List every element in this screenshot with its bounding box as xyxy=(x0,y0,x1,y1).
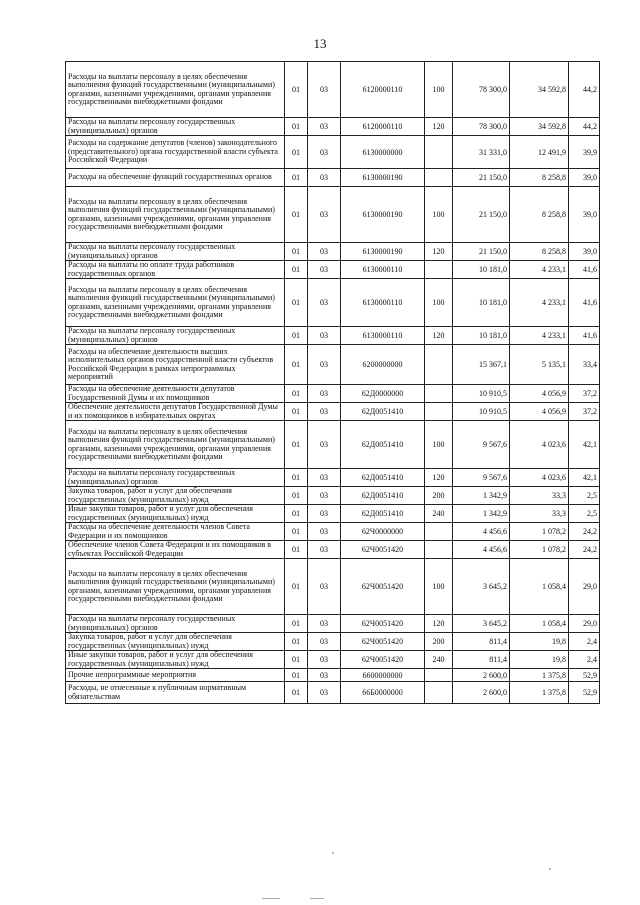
table-row xyxy=(66,136,600,169)
row-execution-percent: 2,4 xyxy=(569,633,600,651)
row-section-code: 01 xyxy=(285,669,308,682)
row-section-code: 01 xyxy=(285,279,308,327)
row-section-code: 01 xyxy=(285,615,308,633)
row-subsection-code: 03 xyxy=(308,541,341,559)
row-name: Расходы на выплаты персоналу государственных (муниципальных) органов xyxy=(66,615,285,633)
table-row xyxy=(66,345,600,385)
table-row xyxy=(66,327,600,345)
row-section-code: 01 xyxy=(285,403,308,421)
row-execution-percent: 41,6 xyxy=(569,261,600,279)
row-expense-type-code: 100 xyxy=(425,62,453,118)
row-name: Расходы на обеспечение деятельности членов Совета Федерации и их помощников xyxy=(66,523,285,541)
row-subsection-code: 03 xyxy=(308,651,341,669)
row-expense-type-code: 120 xyxy=(425,327,453,345)
row-subsection-code: 03 xyxy=(308,487,341,505)
row-expense-type-code: 200 xyxy=(425,487,453,505)
row-subsection-code: 03 xyxy=(308,261,341,279)
row-subsection-code: 03 xyxy=(308,682,341,704)
row-section-code: 01 xyxy=(285,523,308,541)
row-expense-type-code: 240 xyxy=(425,651,453,669)
row-section-code: 01 xyxy=(285,633,308,651)
row-name: Обеспечение членов Совета Федерации и их помощников в субъектах Российской Федерации xyxy=(66,541,285,559)
table-row xyxy=(66,403,600,421)
row-expense-type-code xyxy=(425,541,453,559)
row-section-code: 01 xyxy=(285,327,308,345)
scan-mark xyxy=(549,868,551,870)
row-expense-type-code: 200 xyxy=(425,633,453,651)
row-planned-amount: 1 342,9 xyxy=(453,487,510,505)
row-expense-type-code xyxy=(425,261,453,279)
row-section-code: 01 xyxy=(285,651,308,669)
row-executed-amount: 1 375,8 xyxy=(510,669,569,682)
row-expense-type-code: 240 xyxy=(425,505,453,523)
row-subsection-code: 03 xyxy=(308,469,341,487)
row-executed-amount: 5 135,1 xyxy=(510,345,569,385)
row-section-code: 01 xyxy=(285,559,308,615)
row-executed-amount: 8 258,8 xyxy=(510,187,569,243)
table-row xyxy=(66,279,600,327)
row-planned-amount: 2 600,0 xyxy=(453,669,510,682)
row-target-article-code: 66Б0000000 xyxy=(341,682,425,704)
row-section-code: 01 xyxy=(285,62,308,118)
table-row xyxy=(66,615,600,633)
row-planned-amount: 15 367,1 xyxy=(453,345,510,385)
row-subsection-code: 03 xyxy=(308,633,341,651)
row-expense-type-code: 100 xyxy=(425,279,453,327)
row-planned-amount: 10 910,5 xyxy=(453,385,510,403)
table-row xyxy=(66,541,600,559)
row-name: Расходы на обеспечение деятельности депутатов Государственной Думы и их помощников xyxy=(66,385,285,403)
row-subsection-code: 03 xyxy=(308,523,341,541)
row-executed-amount: 19,8 xyxy=(510,633,569,651)
row-name: Расходы на обеспечение функций государственных органов xyxy=(66,169,285,187)
table-row xyxy=(66,469,600,487)
row-expense-type-code: 100 xyxy=(425,187,453,243)
row-target-article-code: 6130000190 xyxy=(341,243,425,261)
table-row xyxy=(66,118,600,136)
row-expense-type-code xyxy=(425,136,453,169)
row-expense-type-code xyxy=(425,669,453,682)
row-subsection-code: 03 xyxy=(308,327,341,345)
row-target-article-code: 62Д0051410 xyxy=(341,505,425,523)
row-subsection-code: 03 xyxy=(308,279,341,327)
row-target-article-code: 6600000000 xyxy=(341,669,425,682)
row-name: Расходы на обеспечение деятельности высших исполнительных органов государственной власти субъектов Российской Федерации в рамках непрограммных мероприятий xyxy=(66,345,285,385)
row-section-code: 01 xyxy=(285,261,308,279)
row-execution-percent: 42,1 xyxy=(569,469,600,487)
row-executed-amount: 4 023,6 xyxy=(510,469,569,487)
row-execution-percent: 42,1 xyxy=(569,421,600,469)
row-executed-amount: 1 375,8 xyxy=(510,682,569,704)
row-target-article-code: 62Д0051410 xyxy=(341,403,425,421)
scan-mark xyxy=(262,898,280,899)
row-subsection-code: 03 xyxy=(308,403,341,421)
row-target-article-code: 62Ч0051420 xyxy=(341,633,425,651)
row-executed-amount: 4 233,1 xyxy=(510,327,569,345)
row-name: Расходы на выплаты по оплате труда работников государственных органов xyxy=(66,261,285,279)
row-name: Обеспечение деятельности депутатов Государственной Думы и их помощников в избирательных округах xyxy=(66,403,285,421)
row-target-article-code: 6130000000 xyxy=(341,136,425,169)
row-executed-amount: 34 592,8 xyxy=(510,62,569,118)
row-name: Расходы на выплаты персоналу государственных (муниципальных) органов xyxy=(66,327,285,345)
row-executed-amount: 19,8 xyxy=(510,651,569,669)
table-row xyxy=(66,505,600,523)
row-execution-percent: 39,0 xyxy=(569,169,600,187)
row-name: Расходы на выплаты персоналу в целях обеспечения выполнения функций государственными (муниципальными) органами, казенными учреждениями, органами управления государственными внебюджетными фондами xyxy=(66,559,285,615)
row-planned-amount: 10 181,0 xyxy=(453,279,510,327)
row-execution-percent: 39,0 xyxy=(569,243,600,261)
row-target-article-code: 6200000000 xyxy=(341,345,425,385)
row-name: Расходы на выплаты персоналу государственных (муниципальных) органов xyxy=(66,118,285,136)
row-planned-amount: 21 150,0 xyxy=(453,187,510,243)
row-execution-percent: 37,2 xyxy=(569,385,600,403)
row-name: Расходы на выплаты персоналу в целях обеспечения выполнения функций государственными (муниципальными) органами, казенными учреждениями, органами управления государственными внебюджетными фондами xyxy=(66,62,285,118)
row-section-code: 01 xyxy=(285,505,308,523)
row-expense-type-code: 100 xyxy=(425,559,453,615)
table-row xyxy=(66,243,600,261)
row-subsection-code: 03 xyxy=(308,136,341,169)
row-subsection-code: 03 xyxy=(308,505,341,523)
row-target-article-code: 62Д0051410 xyxy=(341,469,425,487)
row-name: Расходы, не отнесенные к публичным нормативным обязательствам xyxy=(66,682,285,704)
table-row xyxy=(66,487,600,505)
row-planned-amount: 9 567,6 xyxy=(453,421,510,469)
row-executed-amount: 4 056,9 xyxy=(510,385,569,403)
row-name: Расходы на выплаты персоналу в целях обеспечения выполнения функций государственными (муниципальными) органами, казенными учреждениями, органами управления государственными внебюджетными фондами xyxy=(66,421,285,469)
row-expense-type-code: 120 xyxy=(425,118,453,136)
table-row xyxy=(66,559,600,615)
row-execution-percent: 24,2 xyxy=(569,523,600,541)
row-target-article-code: 6130000190 xyxy=(341,187,425,243)
row-executed-amount: 1 078,2 xyxy=(510,541,569,559)
row-name: Закупка товаров, работ и услуг для обеспечения государственных (муниципальных) нужд xyxy=(66,487,285,505)
table-row xyxy=(66,682,600,704)
row-subsection-code: 03 xyxy=(308,187,341,243)
row-name: Иные закупки товаров, работ и услуг для обеспечения государственных (муниципальных) нужд xyxy=(66,505,285,523)
row-execution-percent: 44,2 xyxy=(569,118,600,136)
row-planned-amount: 78 300,0 xyxy=(453,62,510,118)
page-number: 13 xyxy=(313,36,327,51)
row-section-code: 01 xyxy=(285,421,308,469)
table-row xyxy=(66,385,600,403)
row-expense-type-code: 120 xyxy=(425,615,453,633)
row-expense-type-code xyxy=(425,403,453,421)
row-name: Иные закупки товаров, работ и услуг для обеспечения государственных (муниципальных) нужд xyxy=(66,651,285,669)
row-section-code: 01 xyxy=(285,541,308,559)
row-name: Расходы на выплаты персоналу в целях обеспечения выполнения функций государственными (муниципальными) органами, казенными учреждениями, органами управления государственными внебюджетными фондами xyxy=(66,279,285,327)
row-name: Закупка товаров, работ и услуг для обеспечения государственных (муниципальных) нужд xyxy=(66,633,285,651)
row-subsection-code: 03 xyxy=(308,118,341,136)
row-execution-percent: 2,5 xyxy=(569,505,600,523)
row-execution-percent: 24,2 xyxy=(569,541,600,559)
row-execution-percent: 52,9 xyxy=(569,682,600,704)
row-planned-amount: 21 150,0 xyxy=(453,243,510,261)
row-execution-percent: 41,6 xyxy=(569,327,600,345)
row-executed-amount: 8 258,8 xyxy=(510,169,569,187)
row-planned-amount: 3 645,2 xyxy=(453,615,510,633)
row-execution-percent: 39,0 xyxy=(569,187,600,243)
row-name: Прочие непрограммные мероприятия xyxy=(66,669,285,682)
row-subsection-code: 03 xyxy=(308,169,341,187)
row-planned-amount: 31 331,0 xyxy=(453,136,510,169)
row-planned-amount: 21 150,0 xyxy=(453,169,510,187)
scan-mark xyxy=(310,898,324,899)
row-target-article-code: 6130000110 xyxy=(341,327,425,345)
row-section-code: 01 xyxy=(285,469,308,487)
row-target-article-code: 6130000110 xyxy=(341,279,425,327)
row-executed-amount: 4 233,1 xyxy=(510,261,569,279)
row-target-article-code: 6130000110 xyxy=(341,261,425,279)
row-executed-amount: 4 023,6 xyxy=(510,421,569,469)
row-subsection-code: 03 xyxy=(308,385,341,403)
row-target-article-code: 62Ч0051420 xyxy=(341,615,425,633)
row-subsection-code: 03 xyxy=(308,669,341,682)
row-section-code: 01 xyxy=(285,243,308,261)
row-subsection-code: 03 xyxy=(308,559,341,615)
table-row xyxy=(66,169,600,187)
budget-table xyxy=(65,61,600,704)
row-section-code: 01 xyxy=(285,682,308,704)
row-expense-type-code xyxy=(425,523,453,541)
row-planned-amount: 9 567,6 xyxy=(453,469,510,487)
row-target-article-code: 62Ч0051420 xyxy=(341,651,425,669)
row-execution-percent: 2,5 xyxy=(569,487,600,505)
row-expense-type-code: 120 xyxy=(425,243,453,261)
row-planned-amount: 10 181,0 xyxy=(453,327,510,345)
row-planned-amount: 10 181,0 xyxy=(453,261,510,279)
row-name: Расходы на выплаты персоналу государственных (муниципальных) органов xyxy=(66,469,285,487)
row-execution-percent: 33,4 xyxy=(569,345,600,385)
row-section-code: 01 xyxy=(285,385,308,403)
row-expense-type-code xyxy=(425,682,453,704)
row-execution-percent: 29,0 xyxy=(569,559,600,615)
row-planned-amount: 1 342,9 xyxy=(453,505,510,523)
row-target-article-code: 6120000110 xyxy=(341,62,425,118)
row-executed-amount: 1 078,2 xyxy=(510,523,569,541)
row-target-article-code: 62Д0000000 xyxy=(341,385,425,403)
row-execution-percent: 29,0 xyxy=(569,615,600,633)
row-planned-amount: 2 600,0 xyxy=(453,682,510,704)
row-expense-type-code xyxy=(425,169,453,187)
row-expense-type-code: 120 xyxy=(425,469,453,487)
row-name: Расходы на выплаты персоналу государственных (муниципальных) органов xyxy=(66,243,285,261)
row-executed-amount: 33,3 xyxy=(510,487,569,505)
row-executed-amount: 4 233,1 xyxy=(510,279,569,327)
row-target-article-code: 62Ч0051420 xyxy=(341,541,425,559)
row-planned-amount: 4 456,6 xyxy=(453,523,510,541)
row-target-article-code: 62Ч0000000 xyxy=(341,523,425,541)
row-executed-amount: 34 592,8 xyxy=(510,118,569,136)
row-section-code: 01 xyxy=(285,345,308,385)
row-subsection-code: 03 xyxy=(308,345,341,385)
row-section-code: 01 xyxy=(285,118,308,136)
row-subsection-code: 03 xyxy=(308,421,341,469)
table-row xyxy=(66,523,600,541)
row-executed-amount: 4 056,9 xyxy=(510,403,569,421)
scan-mark xyxy=(332,852,334,854)
row-target-article-code: 62Д0051410 xyxy=(341,487,425,505)
row-planned-amount: 78 300,0 xyxy=(453,118,510,136)
row-subsection-code: 03 xyxy=(308,243,341,261)
table-row xyxy=(66,187,600,243)
table-row xyxy=(66,261,600,279)
row-execution-percent: 39,9 xyxy=(569,136,600,169)
table-row xyxy=(66,421,600,469)
row-execution-percent: 37,2 xyxy=(569,403,600,421)
row-section-code: 01 xyxy=(285,169,308,187)
row-executed-amount: 33,3 xyxy=(510,505,569,523)
row-execution-percent: 41,6 xyxy=(569,279,600,327)
row-planned-amount: 4 456,6 xyxy=(453,541,510,559)
row-executed-amount: 12 491,9 xyxy=(510,136,569,169)
row-subsection-code: 03 xyxy=(308,62,341,118)
row-executed-amount: 8 258,8 xyxy=(510,243,569,261)
row-planned-amount: 811,4 xyxy=(453,633,510,651)
table-row xyxy=(66,651,600,669)
row-section-code: 01 xyxy=(285,187,308,243)
row-target-article-code: 62Д0051410 xyxy=(341,421,425,469)
row-expense-type-code xyxy=(425,385,453,403)
row-planned-amount: 3 645,2 xyxy=(453,559,510,615)
row-execution-percent: 44,2 xyxy=(569,62,600,118)
row-section-code: 01 xyxy=(285,487,308,505)
table-row xyxy=(66,633,600,651)
row-target-article-code: 6130000190 xyxy=(341,169,425,187)
row-planned-amount: 10 910,5 xyxy=(453,403,510,421)
row-target-article-code: 62Ч0051420 xyxy=(341,559,425,615)
row-subsection-code: 03 xyxy=(308,615,341,633)
table-row xyxy=(66,669,600,682)
row-executed-amount: 1 058,4 xyxy=(510,615,569,633)
row-execution-percent: 52,9 xyxy=(569,669,600,682)
row-executed-amount: 1 058,4 xyxy=(510,559,569,615)
row-name: Расходы на выплаты персоналу в целях обеспечения выполнения функций государственными (муниципальными) органами, казенными учреждениями, органами управления государственными внебюджетными фондами xyxy=(66,187,285,243)
row-section-code: 01 xyxy=(285,136,308,169)
table-row xyxy=(66,62,600,118)
row-planned-amount: 811,4 xyxy=(453,651,510,669)
row-execution-percent: 2,4 xyxy=(569,651,600,669)
row-expense-type-code: 100 xyxy=(425,421,453,469)
row-expense-type-code xyxy=(425,345,453,385)
row-name: Расходы на содержание депутатов (членов) законодательного (представительного) органа государственной власти субъекта Российской Федерации xyxy=(66,136,285,169)
row-target-article-code: 6120000110 xyxy=(341,118,425,136)
